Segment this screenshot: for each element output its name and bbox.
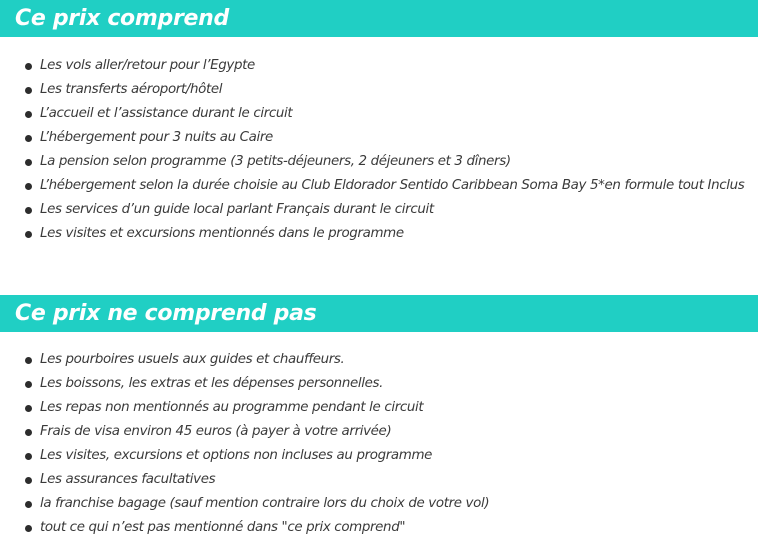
- list-item: [0, 78, 744, 102]
- bullet-icon: [25, 159, 32, 166]
- list-item: [0, 396, 489, 420]
- list-item-text: Les pourboires usuels aux guides et chauffeurs.: [40, 352, 345, 367]
- price-includes-list: [0, 54, 744, 246]
- list-item-text: Les transferts aéroport/hôtel: [40, 82, 223, 97]
- list-item: [0, 150, 744, 174]
- price-excludes-section: [0, 295, 758, 535]
- list-item: [0, 372, 489, 396]
- list-item-text: Les repas non mentionnés au programme pendant le circuit: [40, 400, 424, 415]
- list-item-text: Les boissons, les extras et les dépenses personnelles.: [40, 376, 384, 391]
- bullet-icon: [25, 453, 32, 460]
- list-item: [0, 516, 489, 540]
- list-item-text: Les visites, excursions et options non incluses au programme: [40, 448, 433, 463]
- bullet-icon: [25, 231, 32, 238]
- list-item-text: L’accueil et l’assistance durant le circuit: [40, 106, 293, 121]
- bullet-icon: [25, 477, 32, 484]
- list-item-text: L’hébergement pour 3 nuits au Caire: [40, 130, 273, 145]
- bullet-icon: [25, 111, 32, 118]
- bullet-icon: [25, 135, 32, 142]
- list-item: [0, 492, 489, 516]
- list-item: [0, 468, 489, 492]
- price-excludes-heading: Ce prix ne comprend pas: [0, 295, 758, 332]
- bullet-icon: [25, 381, 32, 388]
- list-item-text: L’hébergement selon la durée choisie au Club Eldorador Sentido Caribbean Soma Bay 5*en formule tout Inclus: [40, 178, 745, 193]
- bullet-icon: [25, 87, 32, 94]
- list-item: [0, 126, 744, 150]
- list-item: [0, 444, 489, 468]
- list-item-text: Les visites et excursions mentionnés dans le programme: [40, 226, 404, 241]
- list-item-text: Les assurances facultatives: [40, 472, 216, 487]
- list-item: [0, 174, 744, 198]
- bullet-icon: [25, 525, 32, 532]
- bullet-icon: [25, 501, 32, 508]
- bullet-icon: [25, 429, 32, 436]
- list-item: [0, 54, 744, 78]
- list-item-text: tout ce qui n’est pas mentionné dans "ce prix comprend": [40, 520, 406, 535]
- bullet-icon: [25, 405, 32, 412]
- list-item-text: La pension selon programme (3 petits-déjeuners, 2 déjeuners et 3 dîners): [40, 154, 511, 169]
- list-item-text: Les vols aller/retour pour l’Egypte: [40, 58, 255, 73]
- bullet-icon: [25, 207, 32, 214]
- bullet-icon: [25, 183, 32, 190]
- list-item-text: Les services d’un guide local parlant Français durant le circuit: [40, 202, 434, 217]
- price-excludes-list: [0, 348, 489, 540]
- list-item: [0, 420, 489, 444]
- price-includes-section: [0, 0, 758, 241]
- list-item-text: Frais de visa environ 45 euros (à payer à votre arrivée): [40, 424, 392, 439]
- list-item: [0, 222, 744, 246]
- list-item: [0, 102, 744, 126]
- price-includes-heading: Ce prix comprend: [0, 0, 758, 37]
- list-item: [0, 348, 489, 372]
- bullet-icon: [25, 357, 32, 364]
- list-item-text: la franchise bagage (sauf mention contraire lors du choix de votre vol): [40, 496, 490, 511]
- list-item: [0, 198, 744, 222]
- bullet-icon: [25, 63, 32, 70]
